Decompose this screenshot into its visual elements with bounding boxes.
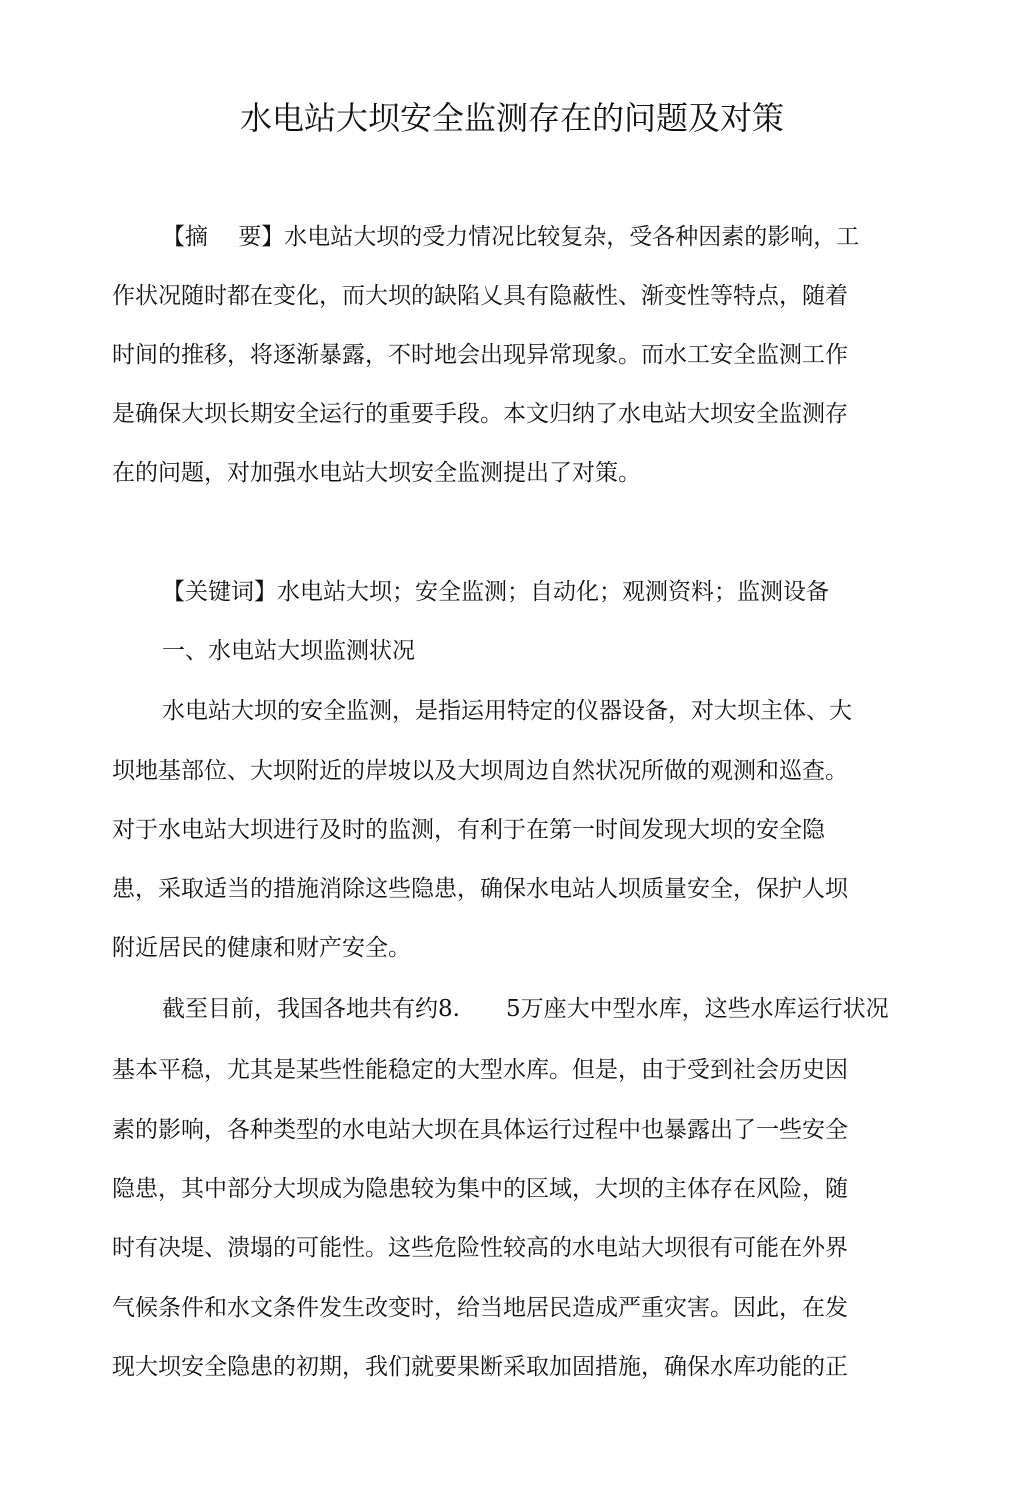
abstract-line: 时间的推移，将逐渐暴露，不时地会出现异常现象。而水工安全监测工作	[112, 342, 848, 368]
keywords-line: 【关键词】水电站大坝；安全监测；自动化；观测资料；监测设备	[162, 579, 829, 605]
paragraph-line: 截至目前，我国各地共有约8. 5万座大中型水库，这些水库运行状况	[162, 996, 889, 1022]
paragraph-line: 隐患，其中部分大坝成为隐患较为集中的区域，大坝的主体存在风险，随	[112, 1176, 848, 1202]
paragraph-line: 基本平稳，尤其是某些性能稳定的大型水库。但是，由于受到社会历史因	[112, 1057, 848, 1083]
paragraph-line: 素的影响，各种类型的水电站大坝在具体运行过程中也暴露出了一些安全	[112, 1117, 848, 1143]
paragraph-line: 时有决堤、溃塌的可能性。这些危险性较高的水电站大坝很有可能在外界	[112, 1235, 848, 1261]
abstract-line: 【摘 要】水电站大坝的受力情况比较复杂，受各种因素的影响，工	[162, 224, 860, 250]
abstract-line: 作状况随时都在变化，而大坝的缺陷乂具有隐蔽性、渐变性等特点，随着	[112, 283, 848, 309]
paragraph-line: 现大坝安全隐患的初期，我们就要果断采取加固措施，确保水库功能的正	[112, 1354, 848, 1380]
paragraph-line: 坝地基部位、大坝附近的岸坡以及大坝周边自然状况所做的观测和巡查。	[112, 758, 848, 784]
paragraph-line: 患，采取适当的措施消除这些隐患，确保水电站人坝质量安全，保护人坝	[112, 876, 848, 902]
section-heading: 一、水电站大坝监测状况	[162, 638, 415, 664]
abstract-line: 在的问题，对加强水电站大坝安全监测提出了对策。	[112, 460, 641, 486]
paragraph-line: 水电站大坝的安全监测，是指运用特定的仪器设备，对大坝主体、大	[162, 698, 852, 724]
document-title: 水电站大坝安全监测存在的问题及对策	[239, 99, 784, 137]
abstract-line: 是确保大坝长期安全运行的重要手段。本文归纳了水电站大坝安全监测存	[112, 401, 848, 427]
paragraph-line: 气候条件和水文条件发生改变时，给当地居民造成严重灾害。因此，在发	[112, 1295, 848, 1321]
paragraph-line: 对于水电站大坝进行及时的监测，有利于在第一时间发现大坝的安全隐	[112, 817, 825, 843]
paragraph-line: 附近居民的健康和财产安全。	[112, 935, 411, 961]
